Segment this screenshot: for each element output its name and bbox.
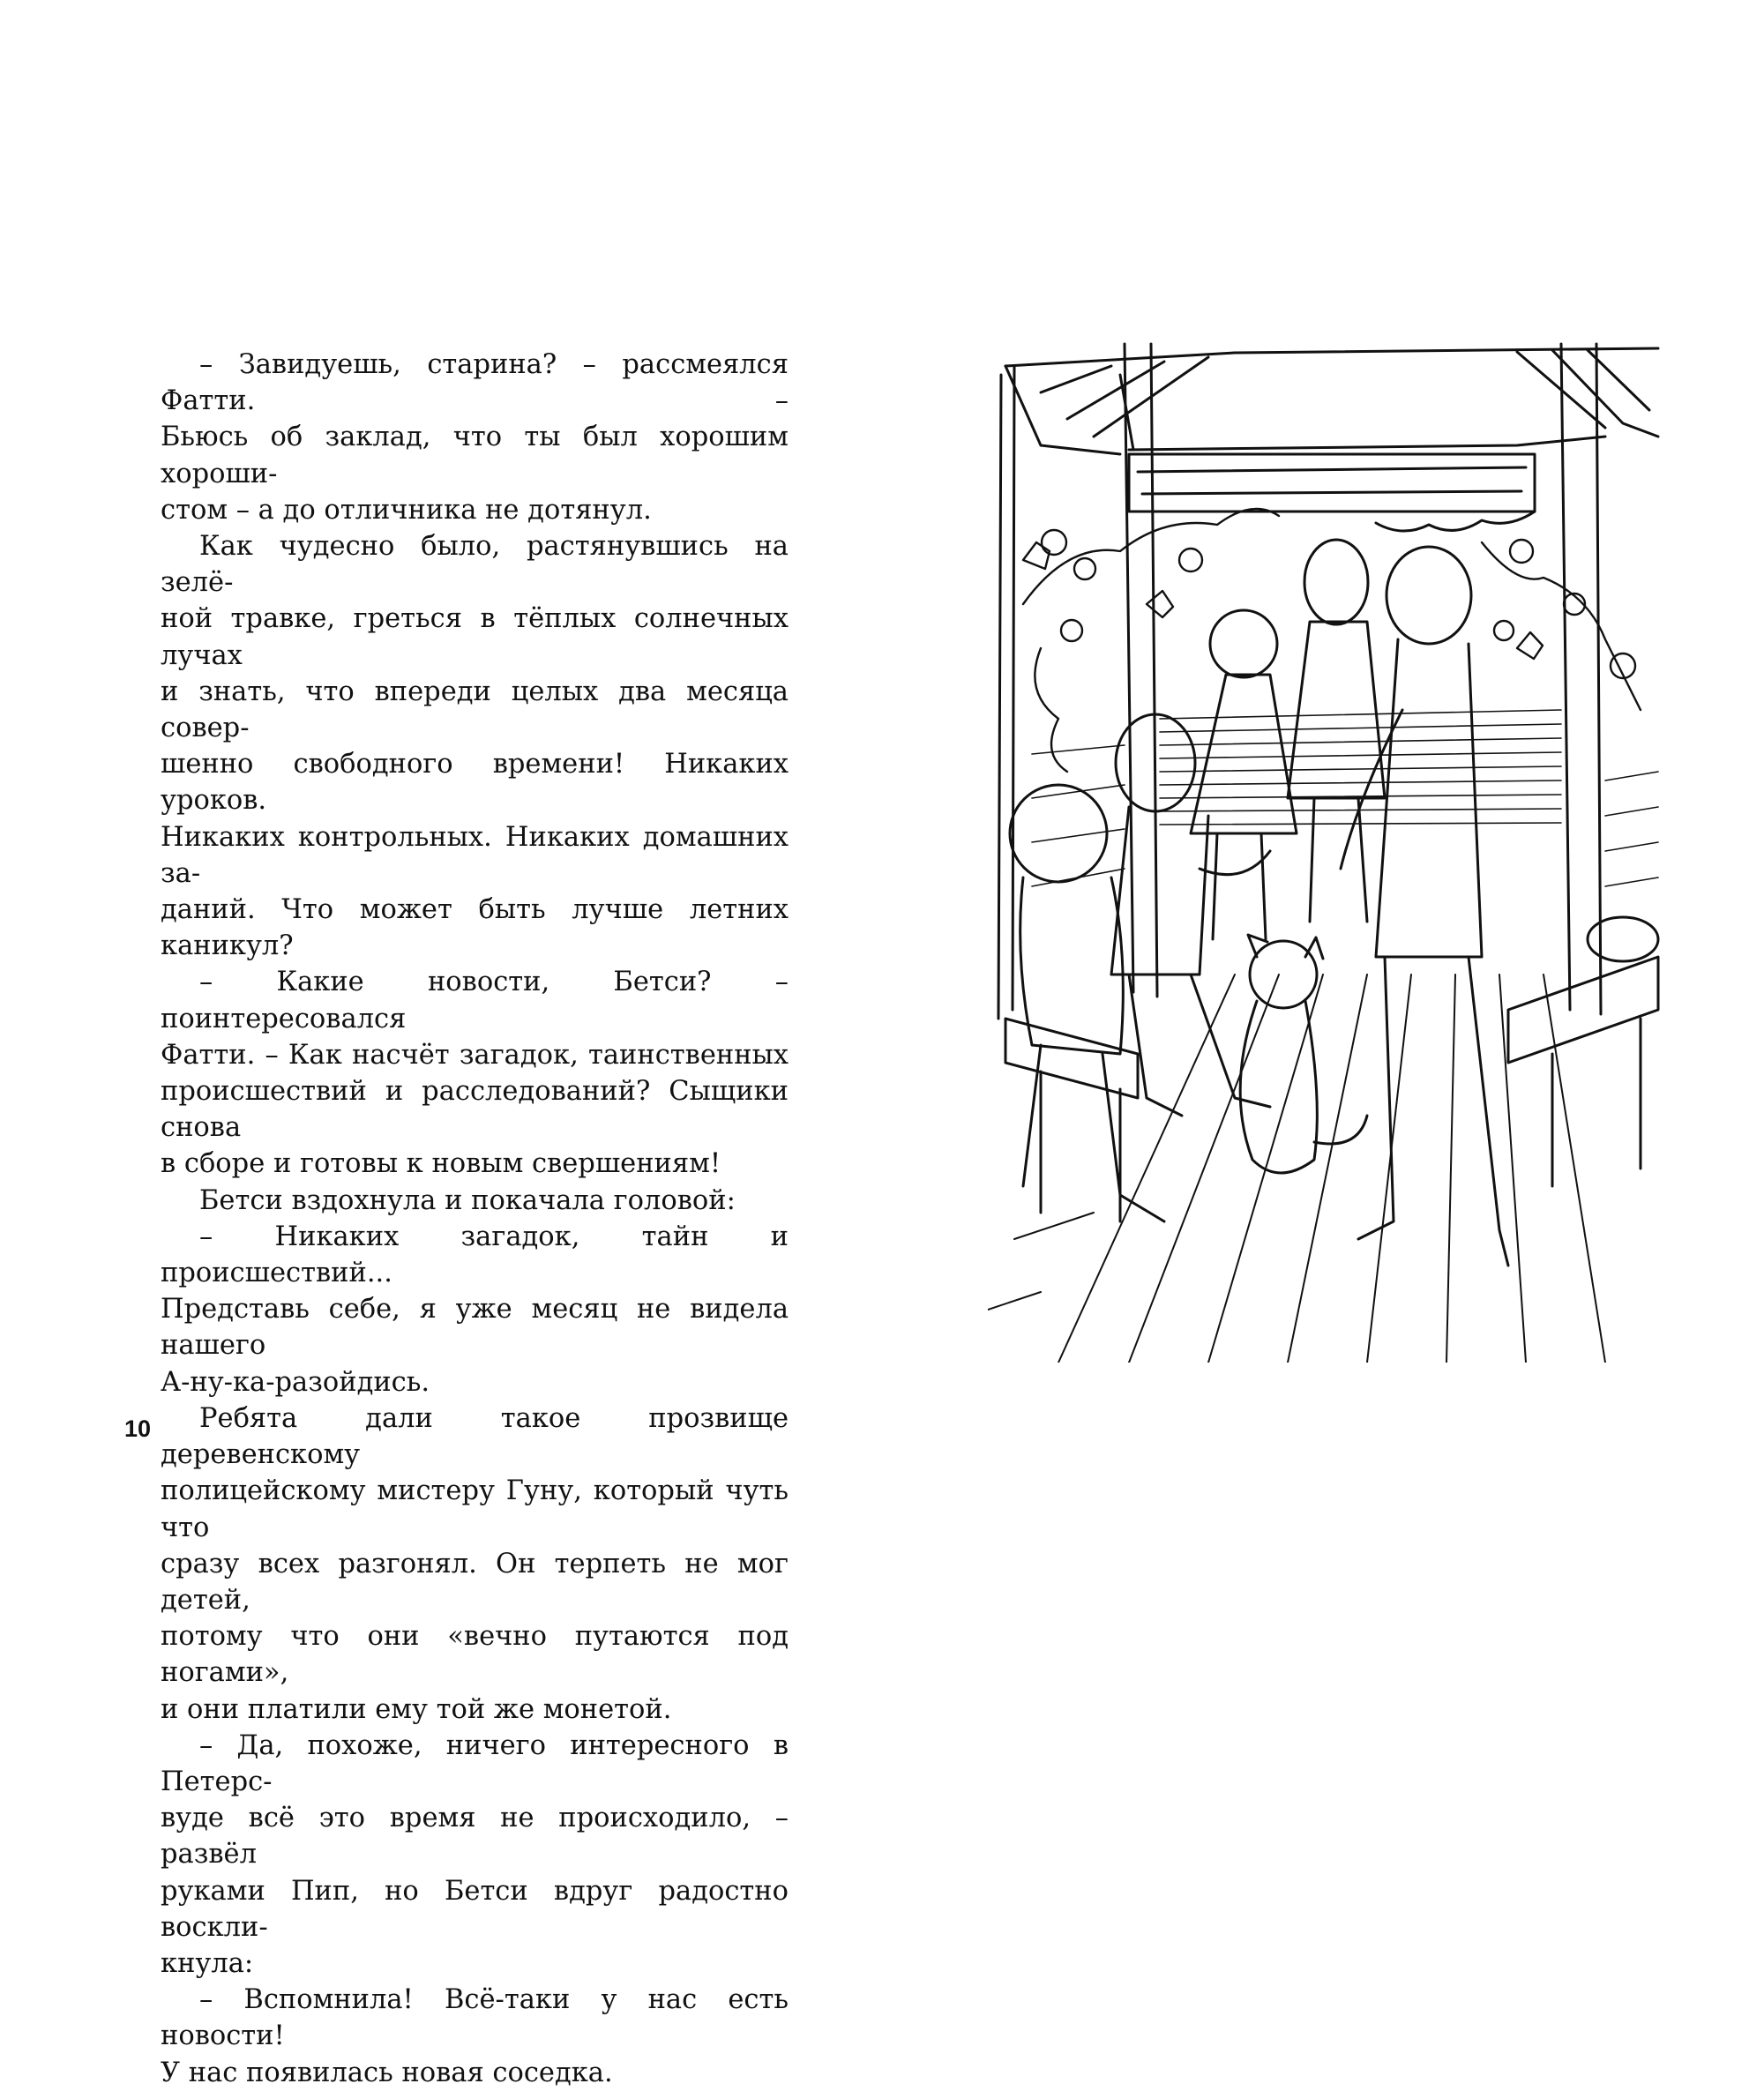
paragraph: стом – а до отличника не дотянул. xyxy=(161,494,652,526)
paragraph: Как чудесно было, растянувшись на зелё- xyxy=(161,531,789,599)
paragraph: – Завидуешь, старина? – рассмеялся Фатти. – xyxy=(161,349,789,417)
paragraph: в сборе и готовы к новым свершениям! xyxy=(161,1148,721,1180)
paragraph: Бетси вздохнула и покачала головой: xyxy=(199,1184,736,1216)
paragraph: вуде всё это время не происходило, – развёл xyxy=(161,1803,789,1871)
text-column xyxy=(161,347,789,2091)
paragraph: – Вспомнила! Всё-таки у нас есть новости! xyxy=(161,1984,789,2052)
illustration-gazebo xyxy=(988,340,1671,1363)
dog xyxy=(1240,935,1367,1173)
paragraph: руками Пип, но Бетси вдруг радостно воскли- xyxy=(161,1875,789,1943)
paragraph: – Какие новости, Бетси? – поинтересовался xyxy=(161,967,789,1034)
illustration-svg xyxy=(988,340,1671,1363)
paragraph: и они платили ему той же монетой. xyxy=(161,1693,672,1725)
children-figures xyxy=(1010,540,1508,1266)
paragraph: Фатти. – Как насчёт загадок, таинственных xyxy=(161,1039,789,1071)
paragraph: Представь себе, я уже месяц не видела нашего xyxy=(161,1294,789,1362)
paragraph: Бьюсь об заклад, что ты был хорошим хороши- xyxy=(161,422,789,489)
paragraph: даний. Что может быть лучше летних каникул? xyxy=(161,894,789,962)
paragraph: и знать, что впереди целых два месяца совер- xyxy=(161,676,789,744)
paragraph: Никаких контрольных. Никаких домашних за- xyxy=(161,821,789,889)
paragraph: А-ну-ка-разойдись. xyxy=(161,1366,430,1398)
paragraph: – Никаких загадок, тайн и происшествий... xyxy=(161,1221,789,1289)
paragraph: Ребята дали такое прозвище деревенскому xyxy=(161,1402,789,1471)
paragraph: шенно свободного времени! Никаких уроков. xyxy=(161,749,789,817)
paragraph: происшествий и расследований? Сыщики снова xyxy=(161,1076,789,1144)
paragraph: потому что они «вечно путаются под ногами», xyxy=(161,1621,789,1689)
paragraph: ной травке, греться в тёплых солнечных лучах xyxy=(161,603,789,671)
vines xyxy=(1023,509,1641,772)
page-number: 10 xyxy=(124,1415,152,1442)
paragraph: – Да, похоже, ничего интересного в Петерс- xyxy=(161,1729,789,1797)
paragraph: полицейскому мистеру Гуну, который чуть что xyxy=(161,1475,789,1543)
paragraph: сразу всех разгонял. Он терпеть не мог детей, xyxy=(161,1548,789,1616)
paragraph: У нас появилась новая соседка. xyxy=(161,2057,613,2088)
paragraph: кнула: xyxy=(161,1947,254,1979)
